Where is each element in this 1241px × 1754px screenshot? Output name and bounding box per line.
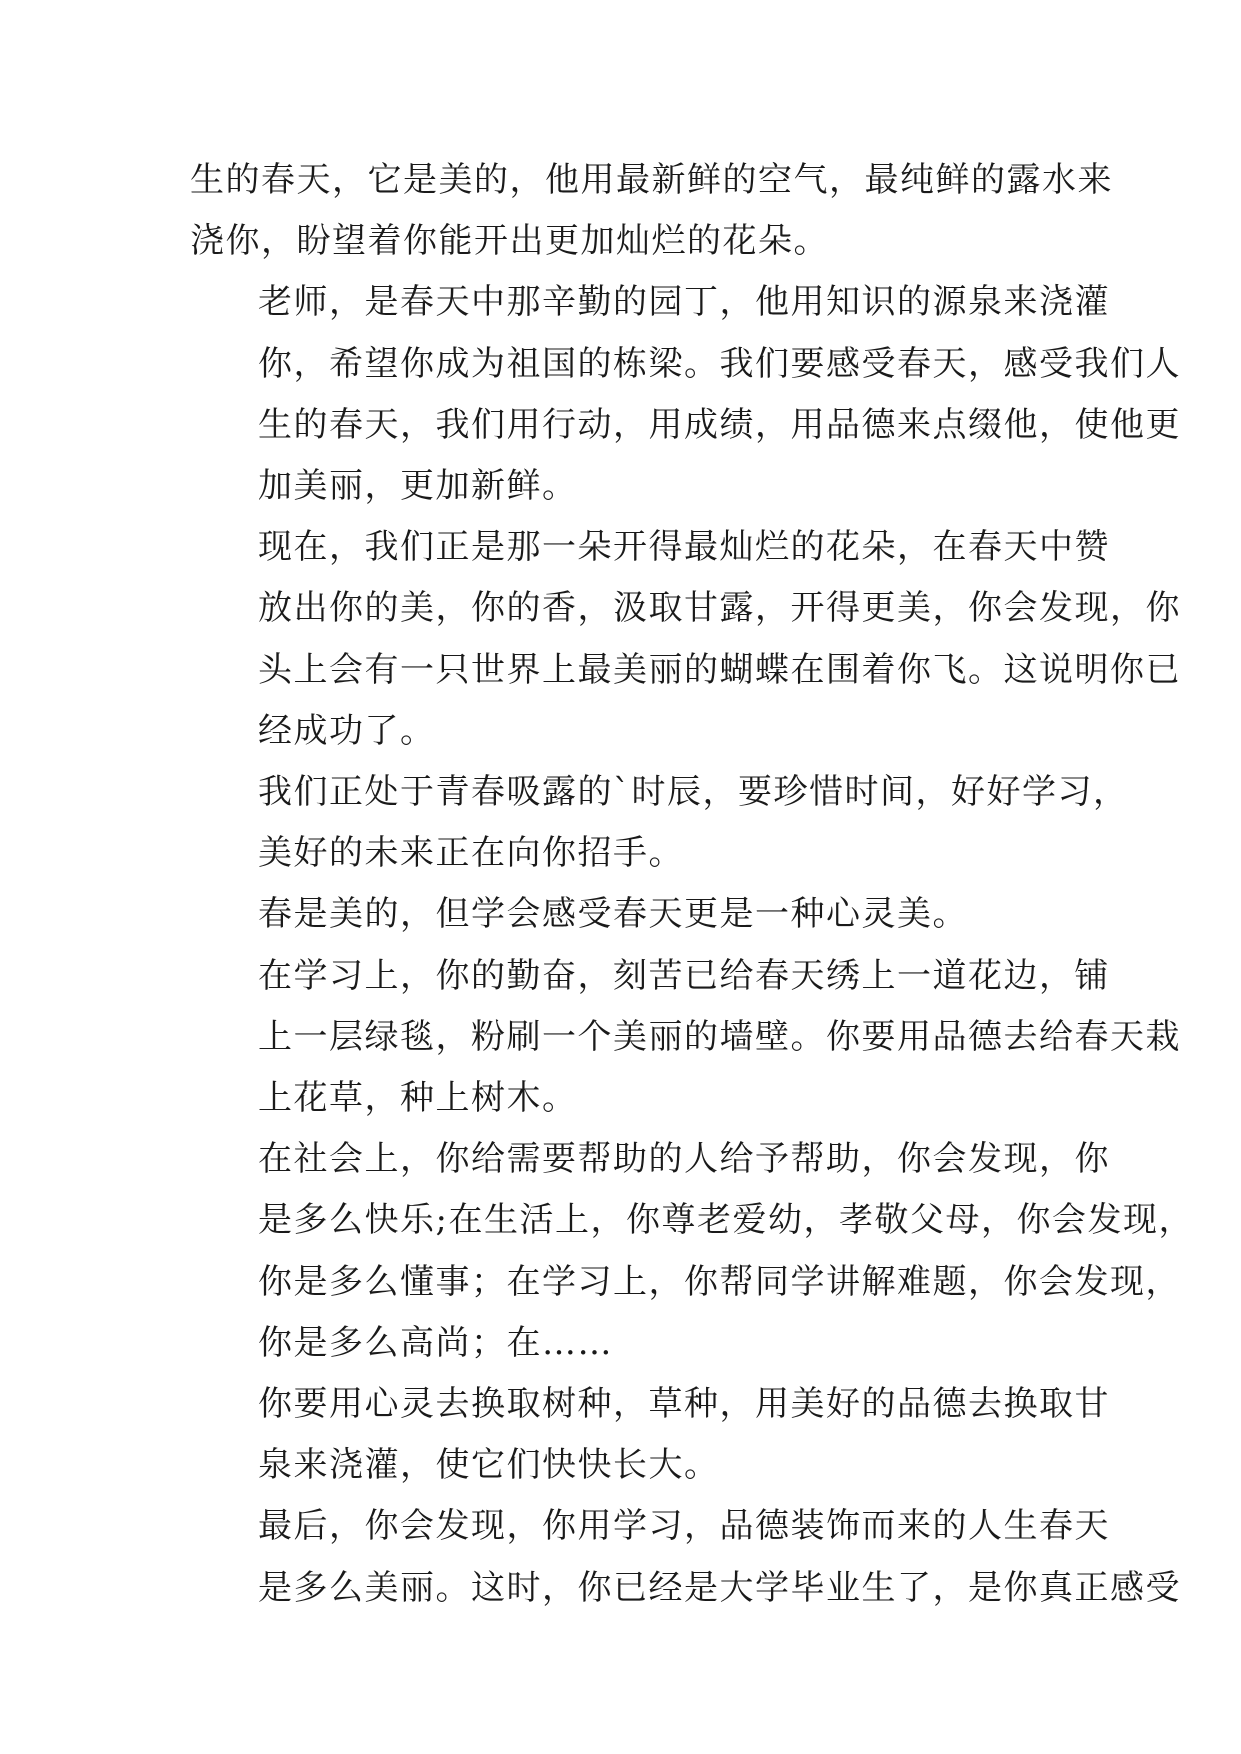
text-line: 经成功了。 xyxy=(258,710,436,751)
paragraph xyxy=(190,762,1129,884)
text-line: 你，希望你成为祖国的栋梁。我们要感受春天，感受我们人 xyxy=(258,343,1181,384)
text-line: 我们正处于青春吸露的`时辰，要珍惜时间，好好学习， xyxy=(258,772,1129,813)
text-line: 在社会上，你给需要帮助的人给予帮助，你会发现，你 xyxy=(258,1139,1110,1180)
paragraph xyxy=(190,1496,1181,1618)
paragraph xyxy=(190,517,1181,762)
paragraph xyxy=(190,1129,1194,1374)
text-line: 头上会有一只世界上最美丽的蝴蝶在围着你飞。这说明你已 xyxy=(258,649,1181,690)
text-line: 你要用心灵去换取树种，草种，用美好的品德去换取甘 xyxy=(258,1384,1110,1425)
document-body xyxy=(190,150,1194,1619)
text-line: 是多么美丽。这时，你已经是大学毕业生了，是你真正感受 xyxy=(258,1567,1181,1608)
text-line: 现在，我们正是那一朵开得最灿烂的花朵，在春天中赞 xyxy=(258,527,1110,568)
text-line: 上一层绿毯，粉刷一个美丽的墙壁。你要用品德去给春天栽 xyxy=(258,1016,1181,1057)
text-line: 加美丽，更加新鲜。 xyxy=(258,466,578,507)
text-line: 美好的未来正在向你招手。 xyxy=(258,833,684,874)
paragraph xyxy=(190,946,1181,1130)
paragraph xyxy=(190,150,1113,272)
text-line: 你是多么懂事；在学习上，你帮同学讲解难题，你会发现， xyxy=(258,1261,1181,1302)
text-line: 生的春天，它是美的，他用最新鲜的空气，最纯鲜的露水来 xyxy=(190,160,1113,200)
text-line: 在学习上，你的勤奋，刻苦已给春天绣上一道花边，铺 xyxy=(258,955,1110,996)
text-line: 浇你，盼望着你能开出更加灿烂的花朵。 xyxy=(190,221,829,262)
text-line: 最后，你会发现，你用学习，品德装饰而来的人生春天 xyxy=(258,1506,1110,1547)
paragraph xyxy=(190,884,1050,945)
text-line: 你是多么高尚；在…… xyxy=(258,1322,613,1363)
paragraph xyxy=(190,1374,1110,1496)
paragraph xyxy=(190,272,1181,517)
text-line: 生的春天，我们用行动，用成绩，用品德来点缀他，使他更 xyxy=(258,404,1181,445)
text-line: 是多么快乐;在生活上，你尊老爱幼，孝敬父母，你会发现， xyxy=(258,1200,1194,1241)
text-line: 放出你的美，你的香，汲取甘露，开得更美，你会发现，你 xyxy=(258,588,1181,629)
text-line: 上花草，种上树木。 xyxy=(258,1078,578,1119)
text-line: 老师，是春天中那辛勤的园丁，他用知识的源泉来浇灌 xyxy=(258,282,1110,323)
text-line: 春是美的，但学会感受春天更是一种心灵美。 xyxy=(258,894,968,935)
text-line: 泉来浇灌，使它们快快长大。 xyxy=(258,1445,720,1486)
